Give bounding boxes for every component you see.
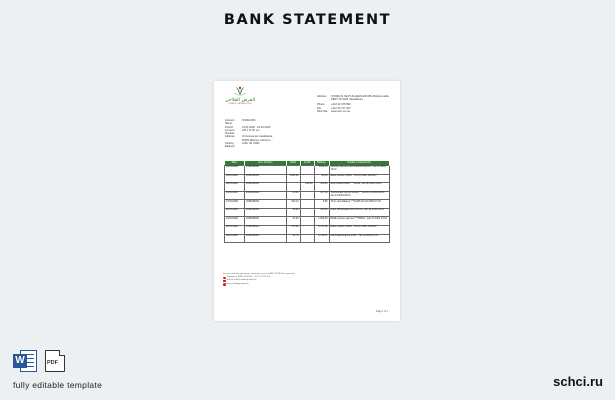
bank-info [317, 95, 397, 114]
cell-balance: 760.06 [314, 208, 329, 217]
bank-info-value: STORE 01 NEXT ALAESS ESTATE Mohammedia [331, 95, 389, 98]
table-row [225, 217, 390, 226]
cell-account: 2345648001 [244, 234, 286, 243]
column-header-account: Acct. Number [244, 161, 286, 165]
table-row [225, 234, 390, 243]
account-value: 1092, 06, MAD [242, 142, 260, 146]
cell-balance: 1092.06 [314, 165, 329, 174]
cell-credit [300, 217, 314, 226]
bank-info-label: Web Site [317, 110, 328, 114]
cell-credit: 100.00 [300, 183, 314, 192]
cell-details: Mobile phone payment ***65432 - Jan 21 2020 13:23 [329, 217, 390, 226]
column-header-balance: Balance [314, 161, 329, 165]
account-value: SONIA RIM [242, 119, 256, 122]
statement-document [214, 81, 400, 321]
web-icon [223, 283, 226, 286]
cell-details: Bank transfer 1PMU - Tax ID 2020 1123467 [329, 174, 390, 183]
cell-balance: 1,709.07 [314, 234, 329, 243]
account-value: 50350 Meknes, Morocco [242, 138, 271, 142]
bank-logo [224, 86, 256, 106]
column-header-details: Details of transactions [329, 161, 390, 165]
column-header-date: Date [225, 161, 245, 165]
cell-credit [300, 234, 314, 243]
cell-credit [300, 208, 314, 217]
account-label: Address: [225, 135, 236, 139]
cell-details: TRANSFER FROM CARD ***12345 12345678912 - Jan 13 2020 09:03 [329, 191, 390, 200]
cell-balance: 0.36 [314, 200, 329, 209]
cell-date: 03/01/2020 [225, 174, 245, 183]
contact-line [223, 283, 353, 286]
table-row [225, 200, 390, 209]
table-row [225, 165, 390, 174]
cell-debit [286, 165, 300, 174]
template-caption: fully editable template [13, 380, 103, 390]
cell-date: 08/01/2020 [225, 183, 245, 192]
wheat-leaf-icon [233, 86, 247, 97]
cell-credit [300, 191, 314, 200]
column-header-debit: Debit [286, 161, 300, 165]
cell-debit: 65.00 [286, 191, 300, 200]
page-title: BANK STATEMENT [223, 12, 392, 28]
contact-email: E-mail: info@creditagricole.ma [226, 279, 257, 282]
cell-debit: 1000.00 [286, 174, 300, 183]
cell-date: 13/01/2020 [225, 191, 245, 200]
cell-account: 2345648001 [244, 217, 286, 226]
cell-debit: 21.70 [286, 234, 300, 243]
cell-balance: 92.06 [314, 174, 329, 183]
cell-account: 2345648001 [244, 165, 286, 174]
cell-account: 2345648001 [244, 200, 286, 209]
cell-details: Bank transfer 1PMU - Tax ID 2020 1129467 [329, 226, 390, 235]
phone-icon [223, 277, 226, 280]
mail-icon [223, 280, 226, 283]
cell-credit [300, 226, 314, 235]
bank-info-label [317, 98, 331, 101]
account-value: 231 171 00 xxx [242, 128, 260, 132]
cell-debit: 40.00 [286, 208, 300, 217]
account-label: Account Number: [225, 128, 235, 136]
bank-info-label: Address [317, 95, 327, 98]
column-header-credit: Credit [300, 161, 314, 165]
cell-account: 2345648001 [244, 174, 286, 183]
cell-credit [300, 165, 314, 174]
cell-balance: 127.06 [314, 191, 329, 200]
bank-info-label: Phone [317, 103, 325, 107]
cell-date: 26/01/2020 [225, 226, 245, 235]
table-row [225, 174, 390, 183]
bank-info-value: PERT 15 SARI Casablanca [331, 98, 363, 102]
account-value: 32 Avenue de Casablanca, [242, 135, 273, 139]
cell-details: Trf to card balance ***12345 Tax ID 2020 07-03 [329, 200, 390, 209]
bank-info-value: +212 22 475 890 [331, 103, 351, 107]
account-value: 01.01.2020 - 01.02.2020 [242, 125, 271, 129]
account-details [225, 119, 325, 149]
cell-date: 21/01/2020 [225, 217, 245, 226]
contact-web: www.creditagricole.ma [226, 282, 249, 285]
cell-balance: 1,731.06 [314, 226, 329, 235]
cell-balance: 192.06 [314, 183, 329, 192]
cell-debit: 375.00 [286, 226, 300, 235]
account-label: Period: [225, 125, 234, 129]
cell-date: 30/01/2020 [225, 234, 245, 243]
cell-credit [300, 200, 314, 209]
bank-info-value: +212 22 277 627 [331, 106, 351, 110]
format-icons [13, 350, 65, 372]
cell-account: 2345648001 [244, 183, 286, 192]
account-label: Closing Balance: [225, 142, 236, 149]
cell-credit [300, 174, 314, 183]
transactions-table [224, 161, 390, 243]
table-row [225, 183, 390, 192]
bank-info-value: www.cam.co.ma [331, 110, 350, 114]
cell-balance: 1,260.06 [314, 217, 329, 226]
table-row [225, 191, 390, 200]
account-label: Account Name: [225, 119, 235, 126]
cell-debit [286, 183, 300, 192]
cell-account: 2345648001 [244, 191, 286, 200]
contact-phone: Telephone: 0800 78 99 00 / +212 22 479 110 [226, 276, 271, 279]
cell-account: 2345648001 [244, 208, 286, 217]
brand-watermark: schci.ru [553, 374, 603, 389]
contact-intro: Si vous avez des questions, contactez nous au 0800 78 99 00 ou par mail [223, 273, 295, 275]
cell-date: 02/01/2020 [225, 165, 245, 174]
cell-details: BRA TELECOMM. ***12346, Jan 08 2020 09:03 [329, 183, 390, 192]
cell-date: 20/01/2020 [225, 208, 245, 217]
table-row [225, 208, 390, 217]
word-doc-icon: W [13, 350, 38, 372]
page-number: Page 1 of 1 [375, 310, 388, 313]
cell-details: Cash Withdrawal from ATM 01, Jan 20 2020 10:24 [329, 208, 390, 217]
table-row [225, 226, 390, 235]
cell-details: Monthly payment and interest Deposit - Jan 01 2020 10:13 [329, 165, 390, 174]
cell-date: 17/01/2020 [225, 200, 245, 209]
cell-account: 2345648001 [244, 226, 286, 235]
pdf-file-icon: PDF [45, 350, 65, 372]
bank-info-label: Fax [317, 106, 322, 110]
cell-debit: 400.13 [286, 200, 300, 209]
logo-english: CRÉDIT AGRICOLE [228, 103, 252, 105]
logo-arabic: القرض الفلاحي [224, 98, 256, 103]
contact-footer [223, 273, 353, 286]
cell-details: Card Maintenance 1CAT - Tax ID 2020 11:15 [329, 234, 390, 243]
cell-debit: 21.00 [286, 217, 300, 226]
